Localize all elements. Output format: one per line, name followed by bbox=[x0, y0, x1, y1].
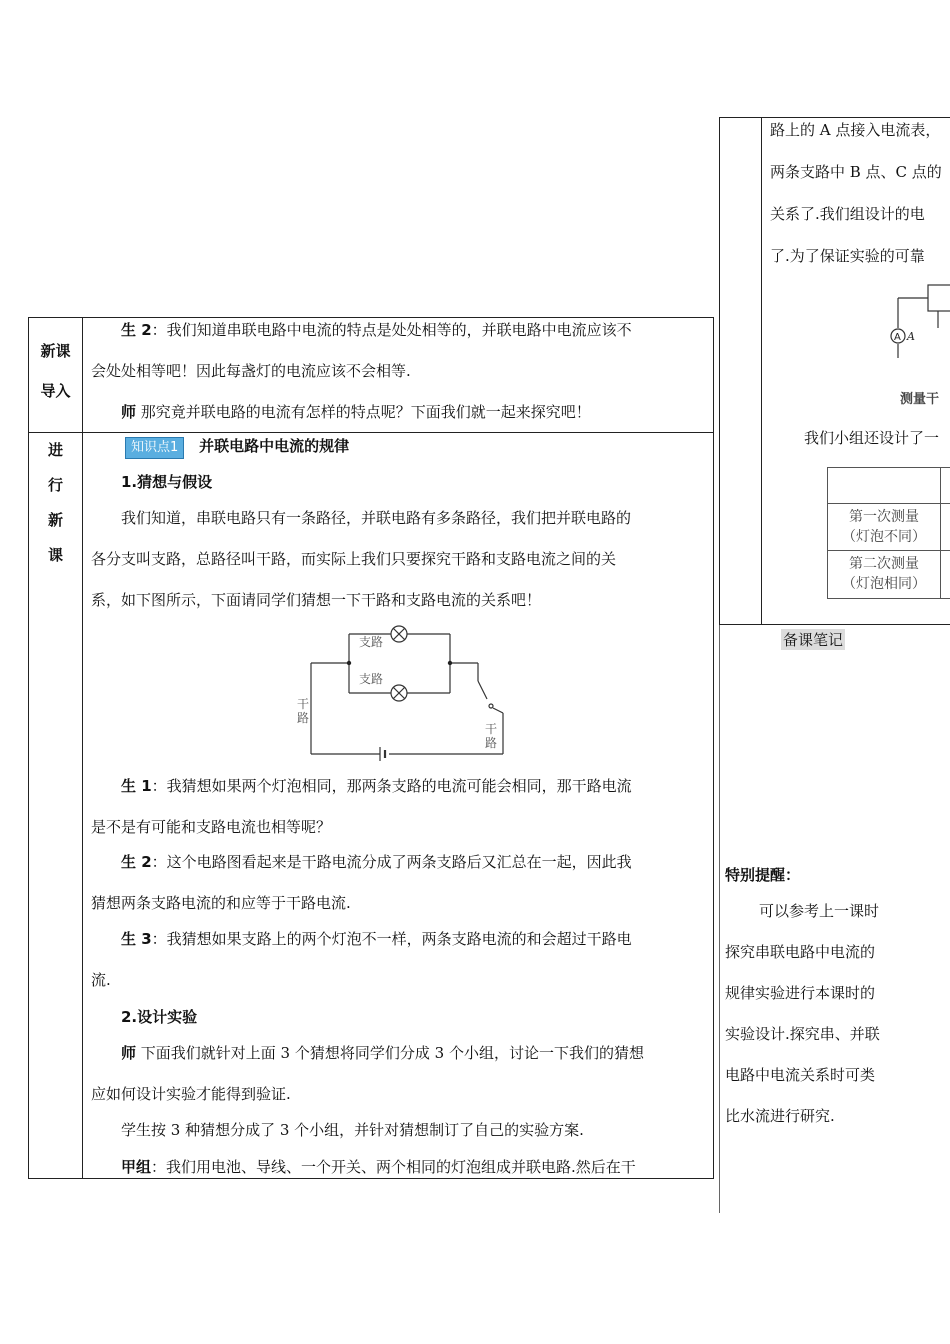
text: ：我猜想如果两个灯泡相同，那两条支路的电流可能会相同，那干路电流 bbox=[151, 777, 632, 795]
groups-paragraph: 学生按 3 种猜想分成了 3 个小组，并针对猜想制订了自己的实验方案. bbox=[121, 1121, 584, 1139]
text: 各分支叫支路，总路径叫干路，而实际上我们只要探究干路和支路电流之间的关 bbox=[91, 550, 617, 568]
text: 特别提醒 bbox=[725, 866, 786, 884]
intro-label-line2: 导入 bbox=[40, 382, 71, 400]
text: 第二次测量 bbox=[849, 556, 919, 572]
notes-label: 备课笔记 bbox=[783, 631, 844, 649]
measurement-table bbox=[827, 467, 950, 599]
continued-line: 关系了.我们组设计的电 bbox=[770, 205, 925, 223]
text: ：这个电路图看起来是干路电流分成了两条支路后又汇总在一起，因此我 bbox=[151, 853, 632, 871]
row-label-second bbox=[828, 554, 940, 594]
text: （灯泡相同） bbox=[842, 576, 926, 592]
text: 猜想两条支路电流的和应等于干路电流. bbox=[91, 894, 351, 912]
intro-label-line1: 新课 bbox=[40, 342, 71, 360]
reminder-line: 规律实验进行本课时的 bbox=[725, 984, 876, 1002]
text: ：我猜想如果支路上的两个灯泡不一样，两条支路电流的和会超过干路电 bbox=[151, 930, 632, 948]
new-lesson-label-char: 行 bbox=[47, 476, 63, 494]
section-heading-2 bbox=[91, 997, 703, 1038]
text: 会处处相等吧！因此每盏灯的电流应该不会相等. bbox=[91, 362, 411, 380]
new-lesson-label-char: 新 bbox=[47, 511, 63, 529]
knowledge-heading bbox=[125, 435, 349, 459]
student-2-paragraph bbox=[91, 842, 703, 924]
text: 我们知道，串联电路只有一条路径，并联电路有多条路径，我们把并联电路的 bbox=[121, 509, 632, 527]
section-heading-1 bbox=[91, 462, 703, 503]
heading-text: 1.猜想与假设 bbox=[121, 473, 213, 491]
speaker: 生 3 bbox=[121, 930, 152, 948]
new-lesson-label-char: 课 bbox=[47, 546, 63, 564]
switch-icon bbox=[478, 681, 487, 699]
reminder-line: 实验设计.探究串、并联 bbox=[725, 1025, 880, 1043]
label-trunk-left: 干 bbox=[297, 697, 310, 711]
parallel-circuit-diagram bbox=[287, 621, 517, 761]
continued-line: 路上的 A 点接入电流表， bbox=[770, 121, 941, 139]
text: 下面我们就针对上面 3 个猜想将同学们分成 3 个小组，讨论一下我们的猜想 bbox=[136, 1044, 644, 1062]
student-1-paragraph bbox=[91, 766, 703, 848]
knowledge-title: 并联电路中电流的规律 bbox=[199, 437, 350, 455]
label-trunk-right: 干 bbox=[485, 722, 498, 736]
point-label: A bbox=[907, 330, 915, 343]
continued-line: 了.为了保证实验的可靠 bbox=[770, 247, 925, 265]
text: 流. bbox=[91, 971, 111, 989]
reminder-line: 比水流进行研究. bbox=[725, 1107, 835, 1125]
junction-dot bbox=[448, 661, 452, 665]
label-column-divider bbox=[761, 118, 762, 624]
cell-divider bbox=[940, 468, 941, 598]
text: ：我们用电池、导线、一个开关、两个相同的灯泡组成并联电路.然后在干 bbox=[151, 1158, 636, 1176]
student-3-paragraph bbox=[91, 919, 703, 1001]
ammeter-letter: A bbox=[894, 332, 901, 343]
switch-icon bbox=[489, 704, 493, 708]
new-lesson-label-char: 进 bbox=[47, 441, 63, 459]
speaker: 甲组 bbox=[121, 1158, 152, 1176]
label-trunk-left: 路 bbox=[297, 711, 310, 725]
guess-paragraph bbox=[91, 498, 703, 621]
continued-line: 两条支路中 B 点、C 点的 bbox=[770, 163, 942, 181]
text: 应如何设计实验才能得到验证. bbox=[91, 1085, 291, 1103]
text: 是不是有可能和支路电流也相等呢？ bbox=[91, 818, 332, 836]
component-box bbox=[928, 285, 950, 311]
text: ： bbox=[785, 866, 801, 884]
row-label-first bbox=[828, 507, 940, 547]
label-branch-bottom: 支路 bbox=[359, 672, 384, 686]
speaker: 生 2 bbox=[121, 853, 152, 871]
label-branch-top: 支路 bbox=[359, 635, 384, 649]
reminder-line: 电路中电流关系时可类 bbox=[725, 1066, 876, 1084]
row-divider bbox=[828, 503, 950, 504]
speaker: 生 1 bbox=[121, 777, 152, 795]
speaker: 师 bbox=[121, 1044, 137, 1062]
reminder-line: 探究串联电路中电流的 bbox=[725, 943, 876, 961]
text: （灯泡不同） bbox=[842, 529, 926, 545]
label-column-divider bbox=[82, 318, 83, 1178]
intro-paragraph-2 bbox=[91, 392, 703, 433]
knowledge-tag: 知识点1 bbox=[125, 437, 184, 459]
speaker: 生 2 bbox=[121, 321, 152, 339]
text: 系，如下图所示，下面请同学们猜想一下干路和支路电流的关系吧！ bbox=[91, 591, 542, 609]
text: ：我们知道串联电路中电流的特点是处处相等的，并联电路中电流应该不 bbox=[151, 321, 632, 339]
intro-paragraph-1 bbox=[91, 310, 703, 392]
reminder-title bbox=[725, 864, 800, 885]
teacher-paragraph bbox=[91, 1033, 703, 1115]
label-trunk-right: 路 bbox=[485, 736, 498, 750]
junction-dot bbox=[347, 661, 351, 665]
group-a-paragraph bbox=[91, 1147, 703, 1188]
lesson-table bbox=[28, 317, 714, 1179]
continued-table bbox=[719, 117, 950, 625]
text: 第一次测量 bbox=[849, 509, 919, 525]
ammeter-circuit-fragment bbox=[888, 278, 950, 358]
trunk-wire bbox=[493, 708, 503, 713]
notes-column-rule bbox=[719, 625, 720, 1213]
reminder-line: 可以参考上一课时 bbox=[759, 902, 880, 920]
speaker: 师 bbox=[121, 403, 137, 421]
row-divider bbox=[828, 550, 950, 551]
heading-text: 2.设计实验 bbox=[121, 1008, 198, 1026]
text: 那究竟并联电路的电流有怎样的特点呢？下面我们就一起来探究吧！ bbox=[136, 403, 591, 421]
continued-line: 我们小组还设计了一 bbox=[804, 429, 940, 447]
figure-caption: 测量干 bbox=[900, 392, 940, 407]
